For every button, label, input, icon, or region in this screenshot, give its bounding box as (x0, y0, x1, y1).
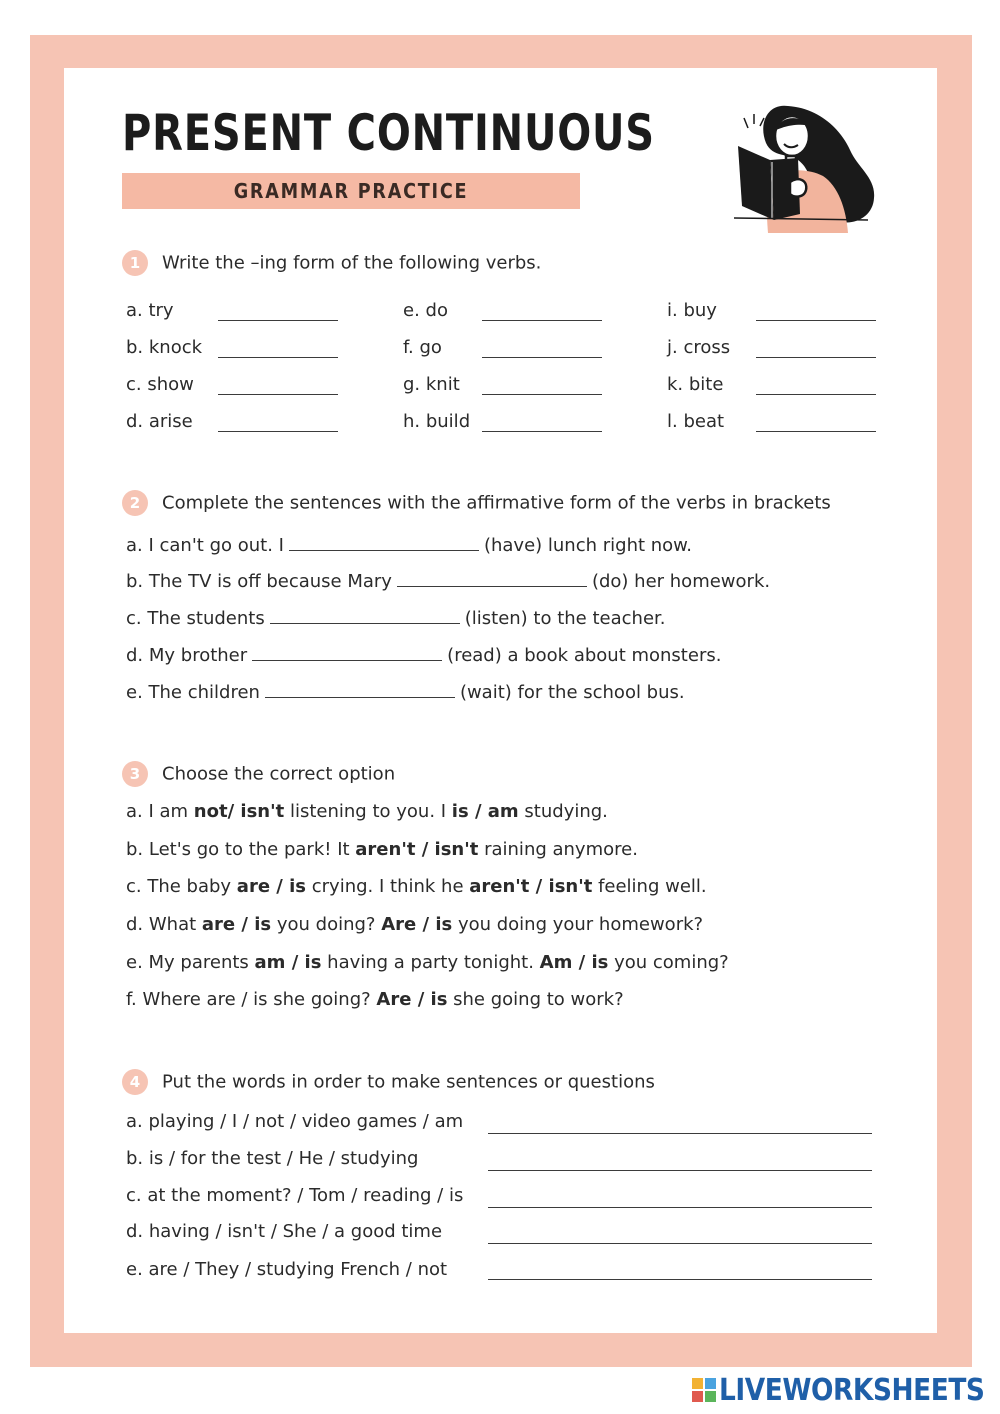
reading-girl-illustration (728, 98, 878, 233)
verb-item: g. knit (403, 374, 460, 395)
choice-sentence (126, 952, 729, 973)
sentence-text: b. The TV is off because Mary (126, 571, 392, 592)
sentence-text: crying. I think he (306, 876, 470, 897)
choice-sentence (126, 876, 707, 897)
answer-blank[interactable] (756, 431, 876, 432)
section-3-title: Choose the correct option (162, 763, 396, 785)
liveworksheets-logo-icon (692, 1378, 716, 1402)
sentence-text: f. Where are / is she going? (126, 989, 377, 1010)
answer-line[interactable] (488, 1243, 872, 1244)
answer-blank[interactable] (252, 642, 442, 661)
answer-blank[interactable] (218, 357, 338, 358)
option-choice[interactable]: aren't / isn't (355, 839, 479, 860)
choice-sentence (126, 839, 638, 860)
sentence-text: studying. (518, 801, 608, 822)
section-1-title: Write the –ing form of the following verbs. (162, 252, 542, 274)
verb-item: k. bite (667, 374, 724, 395)
sentence-text: you doing? (271, 914, 382, 935)
option-choice[interactable]: am / is (254, 952, 322, 973)
answer-line[interactable] (488, 1279, 872, 1280)
sentence-text: c. The students (126, 608, 265, 629)
answer-blank[interactable] (756, 357, 876, 358)
verb-item: l. beat (667, 411, 725, 432)
answer-blank[interactable] (482, 357, 602, 358)
answer-blank[interactable] (289, 532, 479, 551)
answer-blank[interactable] (218, 394, 338, 395)
sentence-text: c. The baby (126, 876, 237, 897)
word-order-item: b. is / for the test / He / studying (126, 1148, 419, 1169)
answer-blank[interactable] (397, 568, 587, 587)
verb-item: d. arise (126, 411, 193, 432)
verb-item: f. go (403, 337, 442, 358)
sentence-text: (do) her homework. (591, 571, 771, 592)
sentence-item (126, 679, 685, 703)
sentence-text: you doing your homework? (452, 914, 704, 935)
sentence-item (126, 605, 666, 629)
section-4-number: 4 (122, 1069, 148, 1095)
section-1-heading (122, 250, 541, 276)
option-choice[interactable]: Are / is (376, 989, 448, 1010)
sentence-text: she going to work? (447, 989, 624, 1010)
sentence-text: a. I am (126, 801, 194, 822)
section-3-heading (122, 761, 395, 787)
section-3-number: 3 (122, 761, 148, 787)
subtitle-band (122, 173, 580, 209)
section-4-heading (122, 1069, 655, 1095)
sentence-text: (wait) for the school bus. (459, 682, 685, 703)
verb-item: c. show (126, 374, 194, 395)
section-4-title: Put the words in order to make sentences or questions (162, 1071, 655, 1093)
option-choice[interactable]: Are / is (381, 914, 453, 935)
sentence-item (126, 568, 770, 592)
sentence-text: you coming? (608, 952, 729, 973)
sentence-text: listening to you. I (284, 801, 452, 822)
sentence-text: (have) lunch right now. (483, 535, 692, 556)
option-choice[interactable]: is / am (451, 801, 519, 822)
section-2-title: Complete the sentences with the affirmative form of the verbs in brackets (162, 492, 831, 514)
sentence-text: b. Let's go to the park! It (126, 839, 356, 860)
answer-blank[interactable] (265, 679, 455, 698)
brand-name: LIVEWORKSHEETS (719, 1372, 985, 1408)
section-2-heading (122, 490, 831, 516)
verb-item: a. try (126, 300, 174, 321)
verb-item: i. buy (667, 300, 717, 321)
word-order-item: d. having / isn't / She / a good time (126, 1221, 443, 1242)
option-choice[interactable]: Am / is (539, 952, 609, 973)
sentence-text: a. I can't go out. I (126, 535, 284, 556)
choice-sentence (126, 989, 624, 1010)
word-order-item: a. playing / I / not / video games / am (126, 1111, 464, 1132)
answer-blank[interactable] (270, 605, 460, 624)
answer-blank[interactable] (482, 320, 602, 321)
section-2-number: 2 (122, 490, 148, 516)
verb-item: h. build (403, 411, 471, 432)
verb-item: j. cross (667, 337, 731, 358)
section-1-number: 1 (122, 250, 148, 276)
sentence-item (126, 532, 692, 556)
page-title: PRESENT CONTINUOUS (122, 104, 655, 162)
answer-blank[interactable] (482, 431, 602, 432)
answer-blank[interactable] (218, 431, 338, 432)
sentence-text: d. My brother (126, 645, 248, 666)
sentence-text: feeling well. (592, 876, 707, 897)
sentence-text: raining anymore. (478, 839, 638, 860)
verb-item: b. knock (126, 337, 203, 358)
sentence-text: e. The children (126, 682, 260, 703)
option-choice[interactable]: aren't / isn't (469, 876, 593, 897)
word-order-item: e. are / They / studying French / not (126, 1259, 448, 1280)
option-choice[interactable]: are / is (236, 876, 307, 897)
sentence-item (126, 642, 721, 666)
answer-line[interactable] (488, 1133, 872, 1134)
answer-line[interactable] (488, 1170, 872, 1171)
verb-item: e. do (403, 300, 448, 321)
option-choice[interactable]: not/ isn't (193, 801, 285, 822)
liveworksheets-brand (692, 1373, 1000, 1407)
answer-blank[interactable] (756, 394, 876, 395)
answer-blank[interactable] (218, 320, 338, 321)
sentence-text: (listen) to the teacher. (464, 608, 666, 629)
choice-sentence (126, 801, 608, 822)
option-choice[interactable]: are / is (201, 914, 272, 935)
page-subtitle: GRAMMAR PRACTICE (233, 179, 469, 203)
answer-line[interactable] (488, 1207, 872, 1208)
sentence-text: e. My parents (126, 952, 255, 973)
answer-blank[interactable] (756, 320, 876, 321)
answer-blank[interactable] (482, 394, 602, 395)
sentence-text: having a party tonight. (321, 952, 540, 973)
sentence-text: d. What (126, 914, 202, 935)
word-order-item: c. at the moment? / Tom / reading / is (126, 1185, 464, 1206)
sentence-text: (read) a book about monsters. (447, 645, 722, 666)
choice-sentence (126, 914, 703, 935)
